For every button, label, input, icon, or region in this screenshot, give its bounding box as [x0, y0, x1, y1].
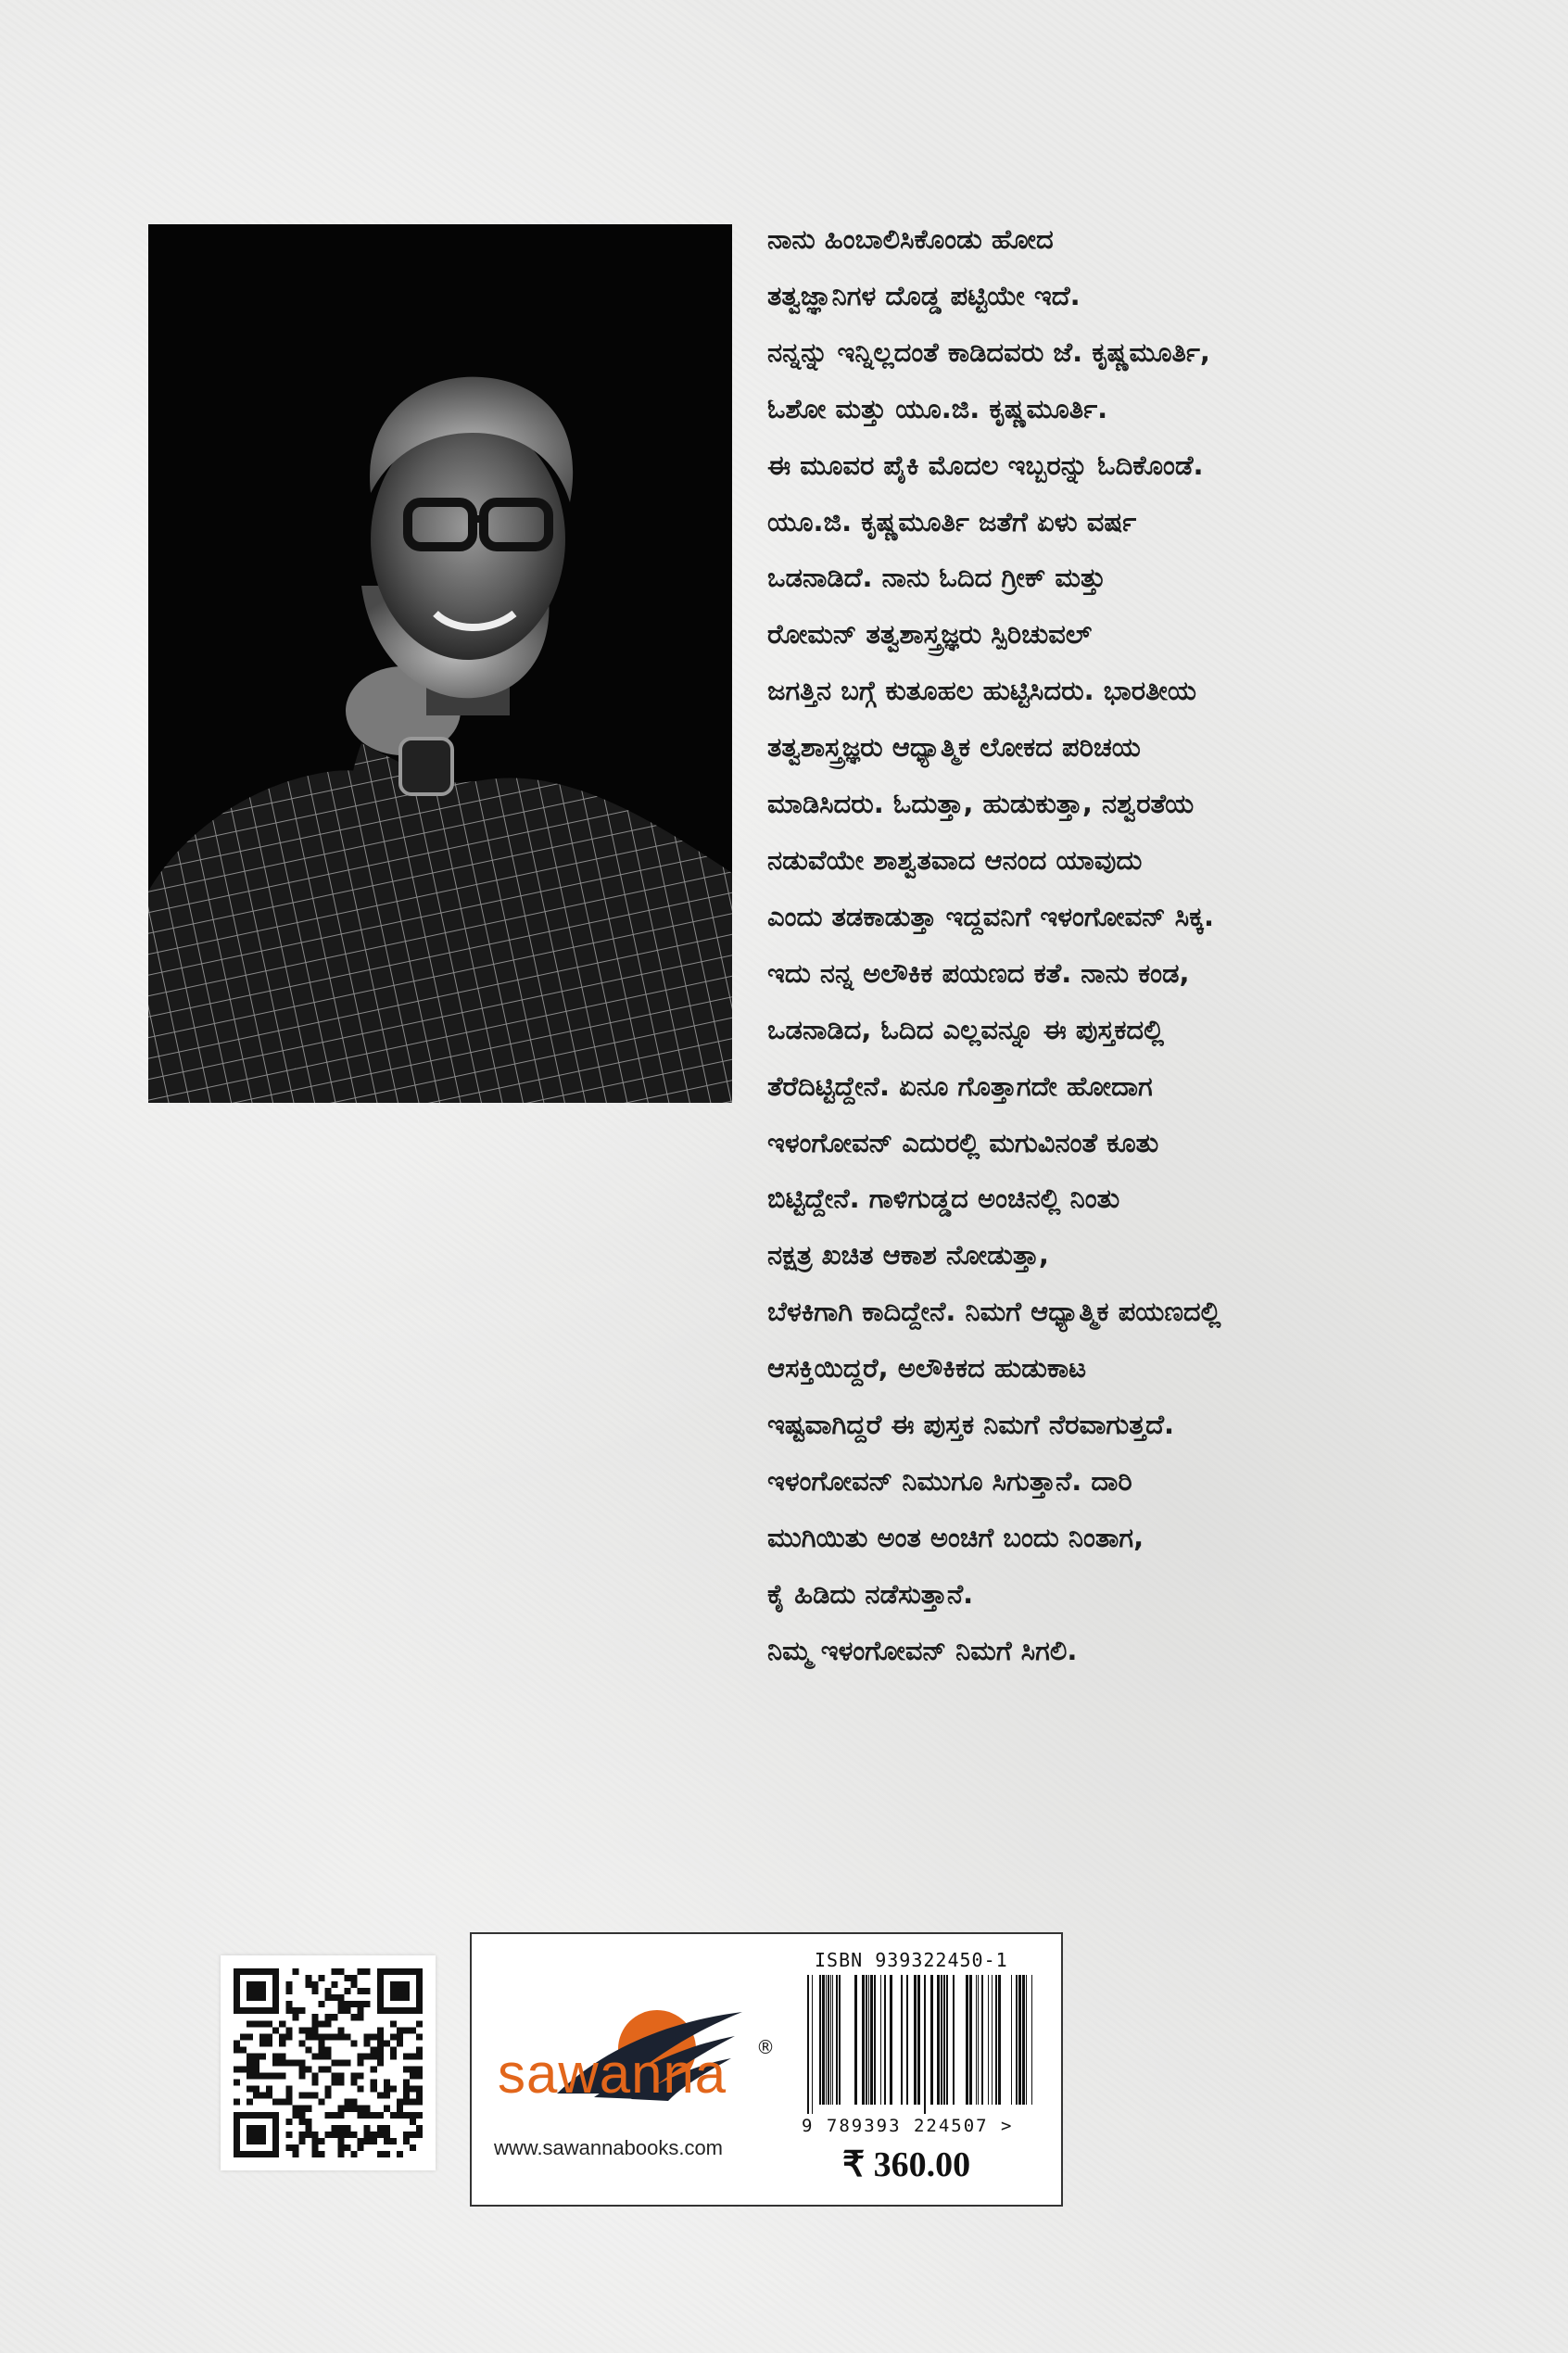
blurb-line: ನಾನು ಹಿಂಬಾಲಿಸಿಕೊಂಡು ಹೋದ — [767, 223, 1054, 255]
blurb-line: ಜಗತ್ತಿನ ಬಗ್ಗೆ ಕುತೂಹಲ ಹುಟ್ಟಿಸಿದರು. ಭಾರತೀಯ — [767, 675, 1196, 707]
barcode-icon — [805, 1975, 1043, 2114]
blurb-line: ಈ ಮೂವರ ಪೈಕಿ ಮೊದಲ ಇಬ್ಬರನ್ನು ಓದಿಕೊಂಡೆ. — [767, 449, 1204, 481]
qr-code[interactable] — [221, 1955, 436, 2170]
blurb-line: ಒಡನಾಡಿದ, ಓದಿದ ಎಲ್ಲವನ್ನೂ ಈ ಪುಸ್ತಕದಲ್ಲಿ — [767, 1013, 1165, 1045]
barcode-digits: 9 789393 224507 > — [802, 2116, 1014, 2136]
author-portrait-image — [148, 224, 732, 1103]
blurb-line: ಎಂದು ತಡಕಾಡುತ್ತಾ ಇದ್ದವನಿಗೆ ಇಳಂಗೋವನ್ ಸಿಕ್ಕ. — [767, 900, 1215, 932]
price: ₹ 360.00 — [842, 2145, 971, 2184]
registered-mark: ® — [756, 2036, 775, 2058]
back-cover-blurb — [767, 211, 1435, 1679]
blurb-line: ನಿಮ್ಮ ಇಳಂಗೋವನ್ ನಿಮಗೆ ಸಿಗಲಿ. — [767, 1634, 1078, 1666]
blurb-line: ಯೂ.ಜಿ. ಕೃಷ್ಣಮೂರ್ತಿ ಜತೆಗೆ ಏಳು ವರ್ಷ — [767, 505, 1137, 538]
blurb-line: ಒಡನಾಡಿದೆ. ನಾನು ಓದಿದ ಗ್ರೀಕ್ ಮತ್ತು — [767, 562, 1106, 594]
blurb-line: ರೋಮನ್ ತತ್ವಶಾಸ್ತ್ರಜ್ಞರು ಸ್ಪಿರಿಚುವಲ್ — [767, 618, 1093, 651]
isbn-label: ISBN 939322450-1 — [815, 1949, 1008, 1971]
blurb-line: ಇಳಂಗೋವನ್ ನಿಮುಗೂ ಸಿಗುತ್ತಾನೆ. ದಾರಿ — [767, 1464, 1132, 1497]
publisher-url[interactable]: www.sawannabooks.com — [494, 2136, 724, 2159]
blurb-line: ಇಳಂಗೋವನ್ ಎದುರಲ್ಲಿ ಮಗುವಿನಂತೆ ಕೂತು — [767, 1126, 1159, 1158]
blurb-line: ತೆರೆದಿಟ್ಟಿದ್ದೇನೆ. ಏನೂ ಗೊತ್ತಾಗದೇ ಹೋದಾಗ — [767, 1069, 1153, 1102]
blurb-line: ತತ್ವಜ್ಞಾನಿಗಳ ದೊಡ್ಡ ಪಟ್ಟಿಯೇ ಇದೆ. — [767, 279, 1081, 311]
blurb-line: ಆಸಕ್ತಿಯಿದ್ದರೆ, ಅಲೌಕಿಕದ ಹುಡುಕಾಟ — [767, 1352, 1087, 1385]
author-photo — [148, 224, 732, 1103]
blurb-line: ಮಾಡಿಸಿದರು. ಓದುತ್ತಾ, ಹುಡುಕುತ್ತಾ, ನಶ್ವರತೆಯ — [767, 788, 1195, 820]
blurb-line: ನನ್ನನ್ನು ಇನ್ನಿಲ್ಲದಂತೆ ಕಾಡಿದವರು ಜೆ. ಕೃಷ್ಣಮೂರ್ತಿ, — [767, 335, 1210, 368]
blurb-line: ನಕ್ಷತ್ರ ಖಚಿತ ಆಕಾಶ ನೋಡುತ್ತಾ, — [767, 1239, 1049, 1271]
publisher-name: sawanna — [498, 2043, 727, 2105]
blurb-line: ಬೆಳಕಿಗಾಗಿ ಕಾದಿದ್ದೇನೆ. ನಿಮಗೆ ಆಧ್ಯಾತ್ಮಿಕ ಪಯಣದಲ್ಲಿ — [767, 1296, 1221, 1328]
blurb-line: ಇಷ್ಟವಾಗಿದ್ದರೆ ಈ ಪುಸ್ತಕ ನಿಮಗೆ ನೆರವಾಗುತ್ತದೆ. — [767, 1409, 1175, 1441]
blurb-line: ಓಶೋ ಮತ್ತು ಯೂ.ಜಿ. ಕೃಷ್ಣಮೂರ್ತಿ. — [767, 392, 1108, 424]
blurb-line: ಬಿಟ್ಟಿದ್ದೇನೆ. ಗಾಳಿಗುಡ್ಡದ ಅಂಚಿನಲ್ಲಿ ನಿಂತು — [767, 1183, 1120, 1215]
blurb-line: ತತ್ವಶಾಸ್ತ್ರಜ್ಞರು ಆಧ್ಯಾತ್ಮಿಕ ಲೋಕದ ಪರಿಚಯ — [767, 731, 1141, 764]
qr-code-icon — [234, 1968, 423, 2157]
blurb-line: ಕೈ ಹಿಡಿದು ನಡೆಸುತ್ತಾನೆ. — [767, 1577, 974, 1610]
blurb-line: ನಡುವೆಯೇ ಶಾಶ್ವತವಾದ ಆನಂದ ಯಾವುದು — [767, 843, 1143, 876]
publisher-isbn-box — [470, 1932, 1063, 2207]
blurb-line: ಮುಗಿಯಿತು ಅಂತ ಅಂಚಿಗೆ ಬಂದು ನಿಂತಾಗ, — [767, 1521, 1144, 1553]
blurb-line: ಇದು ನನ್ನ ಅಲೌಕಿಕ ಪಯಣದ ಕತೆ. ನಾನು ಕಂಡ, — [767, 956, 1190, 989]
